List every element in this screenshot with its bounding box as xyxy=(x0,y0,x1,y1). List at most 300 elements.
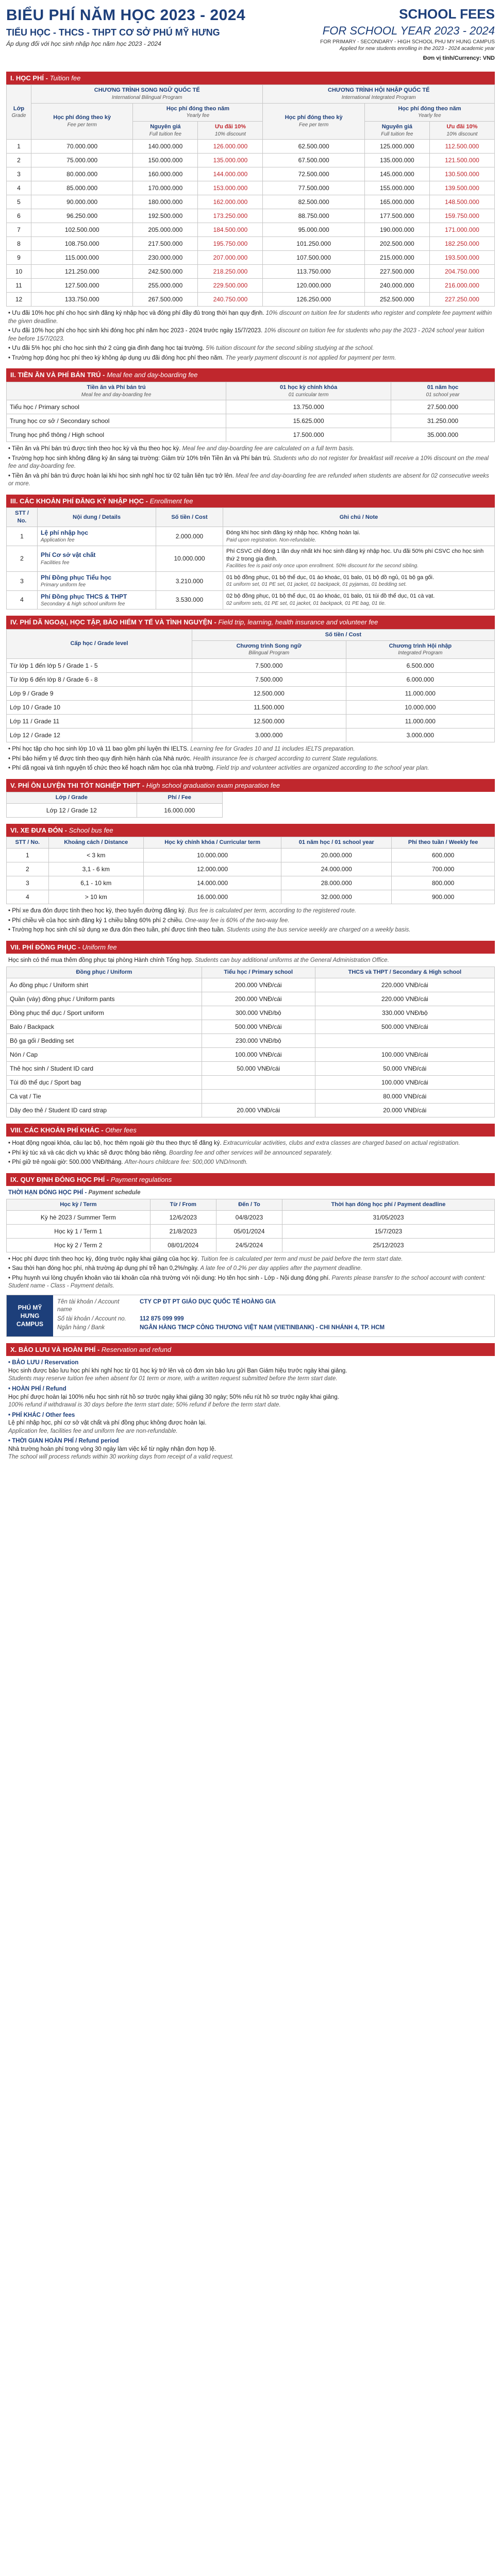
table-cell: 267.500.000 xyxy=(133,293,198,307)
payment-table: Học kỳ / Term Từ / From Đến / To Thời hạn đóng học phí / Payment deadline Kỳ hè 2023 / Summer Term 12/6/2023 04/8/2023 31/05/2023 Học kỳ 1 / Term 1 21/8/2023 05/01/2024 15/7/2023 Học kỳ 2 / Term 2 08/01/2024 24/5/2024 25/12/2023 xyxy=(6,1199,495,1252)
fee-item: Phí Cơ sở vật chất Facilities fee xyxy=(38,546,156,571)
fee-item: Phí Đồng phục Tiểu học Primary uniform fee xyxy=(38,571,156,590)
table-cell: 200.000 VNĐ/cái xyxy=(202,992,315,1006)
payment-row xyxy=(7,1210,495,1224)
note-item: • Tiền ăn và phí bán trú được hoàn lại khi học sinh nghỉ học từ 02 tuần liên tục trở lên. Meal fee and day-boarding fee are refunded when students are absent for 02 consecutive weeks or more. xyxy=(8,472,489,487)
table-cell: 12.500.000 xyxy=(192,714,346,728)
table-cell: 28.000.000 xyxy=(281,876,392,890)
table-cell: 16.000.000 xyxy=(143,890,281,904)
table-cell: 62.500.000 xyxy=(263,140,364,154)
table-cell xyxy=(202,1075,315,1089)
payment-row xyxy=(7,1224,495,1238)
table-cell: 113.750.000 xyxy=(263,265,364,279)
trip-row xyxy=(7,672,495,686)
uniform-row xyxy=(7,1089,495,1103)
table-cell: 85.000.000 xyxy=(31,181,133,195)
fee-amount: 3.530.000 xyxy=(156,590,223,609)
table-cell: 15/7/2023 xyxy=(282,1224,495,1238)
table-cell: 6.500.000 xyxy=(346,658,494,672)
table-cell: 50.000 VNĐ/cái xyxy=(202,1061,315,1075)
table-cell: 82.500.000 xyxy=(263,195,364,209)
uniform-row xyxy=(7,1103,495,1117)
discount-cell: 229.500.000 xyxy=(198,279,263,293)
table-cell: 121.250.000 xyxy=(31,265,133,279)
section-bus: VI. XE ĐƯA ĐÓN - School bus fee xyxy=(6,824,495,837)
discount-cell: 216.000.000 xyxy=(429,279,494,293)
trip-row xyxy=(7,700,495,714)
discount-cell: 207.000.000 xyxy=(198,251,263,265)
uniform-item: Cà vạt / Tie xyxy=(7,1089,202,1103)
meal-table: Tiền ăn và Phí bán trú Meal fee and day-boarding fee 01 học kỳ chính khóa 01 curricular term 01 năm học 01 school year Tiểu học / Primary school 13.750.000 27.500.000 Trung học cơ sở / Secondary school 15.625.000 31.250.000 Trung học phổ thông / High school 17.500.000 35.000.000 xyxy=(6,382,495,442)
tuition-row xyxy=(7,293,495,307)
meal-row xyxy=(7,400,495,414)
table-cell: 15.625.000 xyxy=(226,414,391,428)
tuition-row xyxy=(7,140,495,154)
uniform-item: Bộ ga gối / Bedding set xyxy=(7,1033,202,1047)
bus-row xyxy=(7,890,495,904)
table-cell: 50.000 VNĐ/cái xyxy=(315,1061,494,1075)
table-cell: 300.000 VNĐ/bộ xyxy=(202,1006,315,1020)
uniform-intro: Học sinh có thể mua thêm đồng phục tại phòng Hành chính Tổng hợp. Students can buy additional uniforms at the General Administration Office. xyxy=(8,957,389,964)
table-cell: 12/6/2023 xyxy=(150,1210,216,1224)
note-item: • Phí giữ trẻ ngoài giờ: 500.000 VNĐ/tháng. After-hours childcare fee: 500,000 VND/month. xyxy=(8,1159,248,1166)
title-en-2: FOR SCHOOL YEAR 2023 - 2024 xyxy=(322,24,495,38)
exam-table: Lớp / Grade Phí / Fee Lớp 12 / Grade 12 16.000.000 xyxy=(6,792,223,818)
campus-en: FOR PRIMARY - SECONDARY - HIGH SCHOOL PHU MY HUNG CAMPUS xyxy=(320,39,495,45)
applied-en: Applied for new students enrolling in the 2023 - 2024 academic year xyxy=(339,46,495,52)
table-cell: 80.000 VNĐ/cái xyxy=(315,1089,494,1103)
table-cell: 08/01/2024 xyxy=(150,1238,216,1252)
table-cell: 12.000.000 xyxy=(143,862,281,876)
uniform-row xyxy=(7,1020,495,1033)
table-cell: 90.000.000 xyxy=(31,195,133,209)
discount-cell: 173.250.000 xyxy=(198,209,263,223)
table-cell: 217.500.000 xyxy=(133,237,198,251)
note-item: • Phí học tập cho học sinh lớp 10 và 11 bao gồm phí luyện thi IELTS. Learning fee for Grades 10 and 11 includes IELTS preparation. xyxy=(8,745,355,752)
table-cell: 96.250.000 xyxy=(31,209,133,223)
table-cell: 800.000 xyxy=(392,876,495,890)
exam-row xyxy=(7,803,223,817)
uniform-table: Đồng phục / Uniform Tiểu học / Primary school THCS và THPT / Secondary & High school Áo đồng phục / Uniform shirt 200.000 VNĐ/cái 220.000 VNĐ/cái Quần (váy) đồng phục / Uniform pants 200.000 VNĐ/cái 220.000 VNĐ/cái Đồng phục thể dục / Sport uniform 300.000 VNĐ/bộ 330.000 VNĐ/bộ Balo / Backpack 500.000 VNĐ/cái 500.000 VNĐ/cái Bộ ga gối / Bedding set 230.000 VNĐ/bộ Nón / Cap 100.000 VNĐ/cái 100.000 VNĐ/cái Thẻ học sinh / Student ID card 50.000 VNĐ/cái 50.000 VNĐ/cái Túi đồ thể dục / Sport bag 100.000 VNĐ/cái Cà vạt / Tie 80.000 VNĐ/cái Dây đeo thẻ / Student ID card strap 20.000 VNĐ/cái 20.000 VNĐ/cái xyxy=(6,967,495,1117)
table-cell: 3.000.000 xyxy=(346,728,494,742)
table-cell: 500.000 VNĐ/cái xyxy=(202,1020,315,1033)
tuition-row xyxy=(7,181,495,195)
level-cell: Tiểu học / Primary school xyxy=(7,400,226,414)
uniform-row xyxy=(7,1033,495,1047)
uniform-item: Đồng phục thể dục / Sport uniform xyxy=(7,1006,202,1020)
table-cell: 127.500.000 xyxy=(31,279,133,293)
enroll-row xyxy=(7,527,495,546)
table-cell: 205.000.000 xyxy=(133,223,198,237)
note-item: • Trường hợp đóng học phí theo kỳ không áp dụng ưu đãi đóng học phí theo năm. The yearly payment discount is not applied for payment per term. xyxy=(8,354,396,361)
refund-item: • BẢO LƯU / Reservation Học sinh được bảo lưu học phí khi nghỉ học từ 01 học kỳ trở lên và có đơn xin bảo lưu gửi Ban Giám hiệu trước ngày khai giảng. Students may reserve tuition fee when absent for 01 term or more, with a written request submitted before the term start date. xyxy=(8,1360,347,1382)
uniform-row xyxy=(7,992,495,1006)
note-item: • Trường hợp học sinh không đăng ký ăn sáng tại trường: Giảm trừ 10% trên Tiền ăn và Phí bán trú. Students who do not register for breakfast will receive a 10% discount on the meal fee and day-boarding fee. xyxy=(8,455,489,470)
note-item: • Phí ký túc xá và các dịch vụ khác sẽ được thông báo riêng. Boarding fee and other services will be announced separately. xyxy=(8,1149,332,1156)
table-cell: 11.000.000 xyxy=(346,686,494,700)
section-payment: IX. QUY ĐỊNH ĐÓNG HỌC PHÍ - Payment regulations xyxy=(6,1173,495,1187)
note-item: • Trường hợp học sinh chỉ sử dụng xe đưa đón theo tuần, phí được tính theo tuần. Students using the bus service weekly are charged on a weekly basis. xyxy=(8,927,411,934)
table-cell: 2 xyxy=(7,546,38,571)
table-cell: 80.000.000 xyxy=(31,167,133,181)
discount-cell: 139.500.000 xyxy=(429,181,494,195)
table-cell: 100.000 VNĐ/cái xyxy=(315,1075,494,1089)
discount-cell: 171.000.000 xyxy=(429,223,494,237)
currency-unit: Đơn vị tính/Currency: VND xyxy=(423,55,495,61)
table-cell: 133.750.000 xyxy=(31,293,133,307)
bank-row: Tên tài khoản / Account name CTY CP ĐT PT GIÁO DỤC QUỐC TẾ HOÀNG GIA xyxy=(57,1298,276,1313)
uniform-item: Áo đồng phục / Uniform shirt xyxy=(7,978,202,992)
enroll-row xyxy=(7,571,495,590)
grade-cell: 4 xyxy=(7,181,31,195)
table-cell: 21/8/2023 xyxy=(150,1224,216,1238)
table-cell: 100.000 VNĐ/cái xyxy=(202,1047,315,1061)
fee-note: Phí CSVC chỉ đóng 1 lần duy nhất khi học sinh đăng ký nhập học. Ưu đãi 50% phí CSVC cho học sinh thứ 2 trong gia đình. Facilities fee is paid only once upon enrollment. 50% discount for the second sibling. xyxy=(223,546,495,571)
table-cell: 70.000.000 xyxy=(31,140,133,154)
discount-cell: 121.500.000 xyxy=(429,154,494,167)
discount-cell: 144.000.000 xyxy=(198,167,263,181)
table-cell: 16.000.000 xyxy=(137,803,222,817)
enroll-row xyxy=(7,590,495,609)
table-cell: 120.000.000 xyxy=(263,279,364,293)
table-cell: 72.500.000 xyxy=(263,167,364,181)
note-item: • Ưu đãi 10% học phí cho học sinh khi đóng học phí năm học 2023 - 2024 trước ngày 15/7/2023. 10% discount on tuition fee for students who pay the 2023 - 2024 school year tuition fee before 15/7/2023. xyxy=(8,328,485,342)
payment-row xyxy=(7,1238,495,1252)
discount-cell: 195.750.000 xyxy=(198,237,263,251)
discount-cell: 227.250.000 xyxy=(429,293,494,307)
note-item: • Phí chiều về của học sinh đăng ký 1 chiều bằng 60% phí 2 chiều. One-way fee is 60% of the two-way fee. xyxy=(8,917,290,924)
table-cell: 1 xyxy=(7,849,49,862)
uniform-row xyxy=(7,1061,495,1075)
table-cell: 500.000 VNĐ/cái xyxy=(315,1020,494,1033)
refund-item: • PHÍ KHÁC / Other fees Lệ phí nhập học, phí cơ sở vật chất và phí đồng phục không được hoàn lại. Application fee, facilities fee and uniform fee are non-refundable. xyxy=(8,1412,207,1434)
tuition-row xyxy=(7,209,495,223)
note-item: • Phí dã ngoại và tình nguyện tổ chức theo kế hoạch năm học của nhà trường. Field trip and volunteer activities are organized according to the school year plan. xyxy=(8,765,429,772)
subtitle-vi: TIỂU HỌC - THCS - THPT CƠ SỞ PHÚ MỸ HƯNG xyxy=(6,27,220,38)
grade-cell: Lớp 11 / Grade 11 xyxy=(7,714,192,728)
table-cell: 10.000.000 xyxy=(143,849,281,862)
grade-cell: Lớp 12 / Grade 12 xyxy=(7,728,192,742)
table-cell xyxy=(202,1089,315,1103)
grade-cell: Từ lớp 6 đến lớp 8 / Grade 6 - 8 xyxy=(7,672,192,686)
table-cell: 4 xyxy=(7,590,38,609)
fee-note: 01 bộ đồng phục, 01 bộ thể dục, 01 áo khoác, 01 balo, 01 bộ đồ ngủ, 01 bộ ga gối. 01 uniform set, 01 PE set, 01 jacket, 01 backpack, 01 pyjamas, 01 bedding set. xyxy=(223,571,495,590)
trip-table: Cấp học / Grade level Số tiền / Cost Chương trình Song ngữ Bilingual Program Chương trình Hội nhập Integrated Program Từ lớp 1 đến lớp 5 / Grade 1 - 5 7.500.000 6.500.000 Từ lớp 6 đến lớp 8 / Grade 6 - 8 7.500.000 6.000.000 Lớp 9 / Grade 9 12.500.000 11.000.000 Lớp 10 / Grade 10 11.500.000 10.000.000 Lớp 11 / Grade 11 12.500.000 11.000.000 Lớp 12 / Grade 12 3.000.000 3.000.000 xyxy=(6,629,495,742)
table-cell: 108.750.000 xyxy=(31,237,133,251)
table-cell: 3,1 - 6 km xyxy=(48,862,143,876)
grade-cell: Lớp 9 / Grade 9 xyxy=(7,686,192,700)
discount-cell: 193.500.000 xyxy=(429,251,494,265)
table-cell: 17.500.000 xyxy=(226,428,391,442)
discount-cell: 162.000.000 xyxy=(198,195,263,209)
table-cell: 31/05/2023 xyxy=(282,1210,495,1224)
table-cell: 3 xyxy=(7,876,49,890)
section-other: VIII. CÁC KHOẢN PHÍ KHÁC - Other fees xyxy=(6,1124,495,1137)
grade-cell: 6 xyxy=(7,209,31,223)
table-cell: 220.000 VNĐ/cái xyxy=(315,992,494,1006)
grade-cell: 12 xyxy=(7,293,31,307)
col-level: Lớp Grade xyxy=(7,85,31,140)
discount-cell: 204.750.000 xyxy=(429,265,494,279)
note-item: • Hoạt động ngoại khóa, câu lạc bộ, học thêm ngoài giờ thu theo thực tế đăng ký. Extracurricular activities, clubs and extra classes are charged based on actual registration. xyxy=(8,1140,460,1147)
fee-note: Đóng khi học sinh đăng ký nhập học. Không hoàn lại. Paid upon registration. Non-refundable. xyxy=(223,527,495,546)
bus-row xyxy=(7,862,495,876)
table-cell: 12.500.000 xyxy=(192,686,346,700)
fee-amount: 3.210.000 xyxy=(156,571,223,590)
table-cell: 140.000.000 xyxy=(133,140,198,154)
table-cell: 20.000 VNĐ/cái xyxy=(315,1103,494,1117)
table-cell: 3.000.000 xyxy=(192,728,346,742)
table-cell: 67.500.000 xyxy=(263,154,364,167)
trip-notes xyxy=(6,742,495,773)
table-cell: 88.750.000 xyxy=(263,209,364,223)
note-item: • Phí bảo hiểm y tế được tính theo quy định hiện hành của Nhà nước. Health insurance fee is charged according to current State regulations. xyxy=(8,755,378,762)
grade-cell: Lớp 10 / Grade 10 xyxy=(7,700,192,714)
table-cell: 192.500.000 xyxy=(133,209,198,223)
grade-cell: 3 xyxy=(7,167,31,181)
table-cell: 75.000.000 xyxy=(31,154,133,167)
table-cell: 255.000.000 xyxy=(133,279,198,293)
table-cell: 95.000.000 xyxy=(263,223,364,237)
col-integrated: CHƯƠNG TRÌNH HỘI NHẬP QUỐC TẾ International Integrated Program xyxy=(263,85,495,103)
table-cell: 330.000 VNĐ/bộ xyxy=(315,1006,494,1020)
table-cell: 230.000.000 xyxy=(133,251,198,265)
section-trip: IV. PHÍ DÃ NGOẠI, HỌC TẬP, BẢO HIỂM Y TẾ VÀ TÌNH NGUYỆN - Field trip, learning, health insurance and volunteer fee xyxy=(6,616,495,629)
grade-cell: 5 xyxy=(7,195,31,209)
table-cell: 11.500.000 xyxy=(192,700,346,714)
trip-row xyxy=(7,658,495,672)
refund-item: • HOÀN PHÍ / Refund Học phí được hoàn lại 100% nếu học sinh rút hồ sơ trước ngày khai giảng 30 ngày; 50% nếu rút hồ sơ trước ngày khai giảng. 100% refund if withdrawal is 30 days before the term start date; 50% refund if before the term start date. xyxy=(8,1385,339,1409)
table-cell: 600.000 xyxy=(392,849,495,862)
trip-row xyxy=(7,714,495,728)
bank-info xyxy=(6,1295,495,1337)
table-cell: 190.000.000 xyxy=(364,223,429,237)
table-cell: 252.500.000 xyxy=(364,293,429,307)
bus-row xyxy=(7,849,495,862)
uniform-item: Túi đồ thể dục / Sport bag xyxy=(7,1075,202,1089)
meal-row xyxy=(7,414,495,428)
note-item: • Phụ huynh vui lòng chuyển khoản vào tài khoản của nhà trường với nội dung: Họ tên học sinh - Lớp - Nội dung đóng phí. Parents please transfer to the school account with content: Student name - Class - Payment details. xyxy=(8,1275,486,1290)
table-cell: 107.500.000 xyxy=(263,251,364,265)
discount-cell: 148.500.000 xyxy=(429,195,494,209)
fee-note: 02 bộ đồng phục, 01 bộ thể dục, 01 áo khoác, 01 balo, 01 túi đồ thể dục, 01 cà vạt. 02 uniform sets, 01 PE set, 01 jacket, 01 backpack, 01 PE bag, 01 tie. xyxy=(223,590,495,609)
trip-row xyxy=(7,686,495,700)
table-cell: 160.000.000 xyxy=(133,167,198,181)
table-cell: 04/8/2023 xyxy=(216,1210,282,1224)
discount-cell: 153.000.000 xyxy=(198,181,263,195)
table-cell: Lớp 12 / Grade 12 xyxy=(7,803,137,817)
table-cell: 24/5/2024 xyxy=(216,1238,282,1252)
uniform-row xyxy=(7,1006,495,1020)
table-cell: 101.250.000 xyxy=(263,237,364,251)
discount-cell: 184.500.000 xyxy=(198,223,263,237)
meal-notes xyxy=(6,442,495,488)
discount-cell: 218.250.000 xyxy=(198,265,263,279)
note-item: • Ưu đãi 5% học phí cho học sinh thứ 2 cùng gia đình đang học tại trường. 5% tuition discount for the second sibling studying at the school. xyxy=(8,345,374,352)
table-cell: Học kỳ 1 / Term 1 xyxy=(7,1224,151,1238)
intro-vi: Áp dụng đối với học sinh nhập học năm học 2023 - 2024 xyxy=(6,40,161,47)
grade-cell: 1 xyxy=(7,140,31,154)
table-cell: 240.000.000 xyxy=(364,279,429,293)
tuition-row xyxy=(7,195,495,209)
bank-row: Ngân hàng / Bank NGÂN HÀNG TMCP CÔNG THƯƠNG VIỆT NAM (VIETINBANK) - CHI NHÁNH 4, TP. HCM xyxy=(57,1325,385,1331)
grade-cell: 8 xyxy=(7,237,31,251)
table-cell: 6.000.000 xyxy=(346,672,494,686)
enroll-table: STT / No. Nội dung / Details Số tiền / Cost Ghi chú / Note 1 Lệ phí nhập học Application fee 2.000.000 Đóng khi học sinh đăng ký nhập học. Không hoàn lại. Paid upon registration. Non-refundable. 2 Phí Cơ sở vật chất Facilities fee 10.000.000 Phí CSVC chỉ đóng 1 lần duy nhất khi học sinh đăng ký nhập học. Ưu đãi 50% phí CSVC cho học sinh thứ 2 trong gia đình. Facilities fee is paid only once upon enrollment. 50% discount for the second sibling. 3 Phí Đồng phục Tiểu học Primary uniform fee 3.210.000 01 bộ đồng phục, 01 bộ thể dục, 01 áo khoác, 01 balo, 01 bộ đồ ngủ, 01 bộ ga gối. 01 uniform set, 01 PE set, 01 jacket, 01 backpack, 01 pyjamas, 01 bedding set. 4 Phí Đồng phục THCS & THPT Secondary & high school uniform fee 3.530.000 02 bộ đồng phục, 01 bộ thể dục, 01 áo khoác, 01 balo, 01 túi đồ thể dục, 01 cà vạt. 02 uniform sets, 01 PE set, 01 jacket, 01 backpack, 01 PE bag, 01 tie. xyxy=(6,507,495,609)
table-cell: 135.000.000 xyxy=(364,154,429,167)
table-cell: 115.000.000 xyxy=(31,251,133,265)
bank-label: PHÚ MỸ HƯNG CAMPUS xyxy=(7,1295,53,1336)
document-header xyxy=(6,5,495,65)
table-cell: 100.000 VNĐ/cái xyxy=(315,1047,494,1061)
table-cell: 180.000.000 xyxy=(133,195,198,209)
table-cell: 202.500.000 xyxy=(364,237,429,251)
table-cell: 11.000.000 xyxy=(346,714,494,728)
section-uniform: VII. PHÍ ĐỒNG PHỤC - Uniform fee xyxy=(6,941,495,954)
table-cell: 32.000.000 xyxy=(281,890,392,904)
grade-cell: 11 xyxy=(7,279,31,293)
table-cell: 7.500.000 xyxy=(192,658,346,672)
table-cell: 10.000.000 xyxy=(346,700,494,714)
table-cell: 125.000.000 xyxy=(364,140,429,154)
table-cell: 126.250.000 xyxy=(263,293,364,307)
table-cell: < 3 km xyxy=(48,849,143,862)
note-item: • Tiền ăn và Phí bán trú được tính theo học kỳ và thu theo học kỳ. Meal fee and day-boarding fee are calculated on a full term basis. xyxy=(8,446,355,452)
title-vi: BIỂU PHÍ NĂM HỌC 2023 - 2024 xyxy=(6,7,246,24)
table-cell: 155.000.000 xyxy=(364,181,429,195)
table-cell: 700.000 xyxy=(392,862,495,876)
table-cell: 102.500.000 xyxy=(31,223,133,237)
table-cell: 4 xyxy=(7,890,49,904)
meal-row xyxy=(7,428,495,442)
tuition-table: Lớp Grade CHƯƠNG TRÌNH SONG NGỮ QUỐC TẾ International Bilingual Program CHƯƠNG TRÌNH HỘI NHẬP QUỐC TẾ International Integrated Program Học phí đóng theo kỳ Fee per term Học phí đóng theo năm Yearly fee Học phí đóng theo kỳ Fee per term Học phí đóng theo năm Yearly fee Nguyên giá Full tuition fee Ưu đãi 10% 10% discount Nguyên giá Full tuition fee Ưu đãi 10% 10% discount 1 70.000.000 140.000.000 126.000.000 62.500.000 125.000.000 112.500.000 2 75.000.000 150.000.000 135.000.000 67.500.000 135.000.000 121.500.000 3 80.000.000 160.000.000 144.000.000 72.500.000 145.000.000 130.500.000 4 85.000.000 170.000.000 153.000.000 77.500.000 155.000.000 139.500.000 5 90.000.000 180.000.000 162.000.000 82.500.000 165.000.000 148.500.000 6 96.250.000 192.500.000 173.250.000 88.750.000 177.500.000 159.750.000 7 102.500.000 205.000.000 184.500.000 95.000.000 190.000.000 171.000.000 8 108.750.000 217.500.000 195.750.000 101.250.000 202.500.000 182.250.000 9 115.000.000 230.000.000 207.000.000 107.500.000 215.000.000 193.500.000 10 121.250.000 242.500.000 218.250.000 113.750.000 227.500.000 204.750.000 11 127.500.000 255.000.000 229.500.000 120.000.000 240.000.000 216.000.000 12 133.750.000 267.500.000 240.750.000 126.250.000 252.500.000 227.250.000 xyxy=(6,84,495,307)
table-cell: 900.000 xyxy=(392,890,495,904)
section-enrollment: III. CÁC KHOẢN PHÍ ĐĂNG KÝ NHẬP HỌC - Enrollment fee xyxy=(6,495,495,508)
fee-item: Phí Đồng phục THCS & THPT Secondary & high school uniform fee xyxy=(38,590,156,609)
discount-cell: 182.250.000 xyxy=(429,237,494,251)
table-cell xyxy=(315,1033,494,1047)
table-cell: 20.000 VNĐ/cái xyxy=(202,1103,315,1117)
uniform-item: Dây đeo thẻ / Student ID card strap xyxy=(7,1103,202,1117)
table-cell: 150.000.000 xyxy=(133,154,198,167)
level-cell: Trung học phổ thông / High school xyxy=(7,428,226,442)
refund-item: • THỜI GIAN HOÀN PHÍ / Refund period Nhà trường hoàn phí trong vòng 30 ngày làm việc kể từ ngày nhận đơn hợp lệ. The school will process refunds within 30 working days from receipt of a valid request. xyxy=(8,1438,234,1461)
tuition-row xyxy=(7,279,495,293)
table-cell: 145.000.000 xyxy=(364,167,429,181)
bus-table: STT / No. Khoảng cách / Distance Học kỳ chính khóa / Curricular term 01 năm học / 01 school year Phí theo tuần / Weekly fee 1 < 3 km 10.000.000 20.000.000 600.000 2 3,1 - 6 km 12.000.000 24.000.000 700.000 3 6,1 - 10 km 14.000.000 28.000.000 800.000 4 > 10 km 16.000.000 32.000.000 900.000 xyxy=(6,837,495,904)
table-cell: 77.500.000 xyxy=(263,181,364,195)
bus-row xyxy=(7,876,495,890)
table-cell: 200.000 VNĐ/cái xyxy=(202,978,315,992)
table-cell: 1 xyxy=(7,527,38,546)
note-item: • Học phí được tính theo học kỳ, đóng trước ngày khai giảng của học kỳ. Tuition fee is calculated per term and must be paid before the term start date. xyxy=(8,1256,403,1262)
tuition-row xyxy=(7,265,495,279)
fee-amount: 10.000.000 xyxy=(156,546,223,571)
table-cell: 25/12/2023 xyxy=(282,1238,495,1252)
table-cell: > 10 km xyxy=(48,890,143,904)
other-notes xyxy=(6,1137,495,1167)
payment-notes xyxy=(6,1252,495,1291)
section-exam: V. PHÍ ÔN LUYỆN THI TỐT NGHIỆP THPT - High school graduation exam preparation fee xyxy=(6,779,495,792)
refund-notes xyxy=(6,1356,495,1466)
trip-row xyxy=(7,728,495,742)
discount-cell: 130.500.000 xyxy=(429,167,494,181)
fee-amount: 2.000.000 xyxy=(156,527,223,546)
tuition-row xyxy=(7,167,495,181)
table-cell: 230.000 VNĐ/bộ xyxy=(202,1033,315,1047)
tuition-row xyxy=(7,237,495,251)
grade-cell: 7 xyxy=(7,223,31,237)
section-meal: II. TIỀN ĂN VÀ PHÍ BÁN TRÚ - Meal fee and day-boarding fee xyxy=(6,368,495,382)
table-cell: 3 xyxy=(7,571,38,590)
uniform-item: Quần (váy) đồng phục / Uniform pants xyxy=(7,992,202,1006)
discount-cell: 159.750.000 xyxy=(429,209,494,223)
uniform-row xyxy=(7,978,495,992)
note-item: • Ưu đãi 10% học phí cho học sinh đăng ký nhập học và đóng phí đầy đủ trong thời hạn quy định. 10% discount on tuition fee for students who register and complete fee payment within the given deadline. xyxy=(8,310,492,325)
uniform-item: Balo / Backpack xyxy=(7,1020,202,1033)
note-item: • Sau thời hạn đóng học phí, nhà trường áp dụng phí trễ hạn 0,2%/ngày. A late fee of 0.2% per day applies after the payment deadline. xyxy=(8,1265,362,1272)
uniform-item: Thẻ học sinh / Student ID card xyxy=(7,1061,202,1075)
table-cell: 177.500.000 xyxy=(364,209,429,223)
tuition-row xyxy=(7,223,495,237)
bus-notes xyxy=(6,904,495,935)
discount-cell: 135.000.000 xyxy=(198,154,263,167)
fee-item: Lệ phí nhập học Application fee xyxy=(38,527,156,546)
table-cell: 31.250.000 xyxy=(391,414,495,428)
col-bilingual: CHƯƠNG TRÌNH SONG NGỮ QUỐC TẾ International Bilingual Program xyxy=(31,85,263,103)
uniform-row xyxy=(7,1047,495,1061)
table-cell: 215.000.000 xyxy=(364,251,429,265)
discount-cell: 240.750.000 xyxy=(198,293,263,307)
table-cell: Kỳ hè 2023 / Summer Term xyxy=(7,1210,151,1224)
table-cell: Học kỳ 2 / Term 2 xyxy=(7,1238,151,1252)
table-cell: 6,1 - 10 km xyxy=(48,876,143,890)
discount-cell: 126.000.000 xyxy=(198,140,263,154)
level-cell: Trung học cơ sở / Secondary school xyxy=(7,414,226,428)
grade-cell: Từ lớp 1 đến lớp 5 / Grade 1 - 5 xyxy=(7,658,192,672)
table-cell: 170.000.000 xyxy=(133,181,198,195)
table-cell: 05/01/2024 xyxy=(216,1224,282,1238)
tuition-row xyxy=(7,154,495,167)
section-tuition: I. HỌC PHÍ - Tuition fee xyxy=(6,72,495,85)
grade-cell: 2 xyxy=(7,154,31,167)
table-cell: 220.000 VNĐ/cái xyxy=(315,978,494,992)
table-cell: 2 xyxy=(7,862,49,876)
table-cell: 242.500.000 xyxy=(133,265,198,279)
table-cell: 165.000.000 xyxy=(364,195,429,209)
table-cell: 7.500.000 xyxy=(192,672,346,686)
table-cell: 13.750.000 xyxy=(226,400,391,414)
table-cell: 20.000.000 xyxy=(281,849,392,862)
discount-cell: 112.500.000 xyxy=(429,140,494,154)
section-refund: X. BẢO LƯU VÀ HOÀN PHÍ - Reservation and refund xyxy=(6,1343,495,1357)
tuition-notes xyxy=(6,307,495,362)
fee-document: BIỂU PHÍ NĂM HỌC 2023 - 2024 TIỂU HỌC - THCS - THPT CƠ SỞ PHÚ MỸ HƯNG Áp dụng đối với học sinh nhập học năm học 2023 - 2024 SCHOOL FEES FOR SCHOOL YEAR 2023 - 2024 FOR PRIMARY - SECONDARY - HIGH SCHOOL PHU MY HUNG CAMPUS Applied for new students enrolling in the 2023 - 2024 academic year Đơn vị tính/Currency: VND I. HỌC PHÍ - Tuition fee Lớp Grade CHƯƠNG TRÌNH SONG NGỮ QUỐC TẾ International Bilingual Program CHƯƠNG TRÌNH HỘI NHẬP QUỐC TẾ International Integrated Program Học phí đóng theo kỳ Fee per term Học phí đóng theo năm Yearly fee Học phí đóng theo kỳ Fee per term Học phí đóng theo năm Yearly fee Nguyên giá Full tuition fee Ưu đãi 10% 10% discount Nguyên giá Full tuition fee Ưu đãi 10% 10% discount 1 70.000.000 140.000.000 126.000.000 62.500.000 125.000.000 112.500.000 2 75.000.000 150.000.000 135.000.000 67.500.000 135.000.000 121.500.000 3 80.000.000 160.000.000 144.000.000 72.500.000 145.000.000 130.500.000 4 85.000.000 170.000.000 153.000.000 77.500.000 155.000.000 139.500.000 5 90.000.000 180.000.000 162.000.000 82.500.000 165.000.000 148.500.000 6 96.250.000 192.500.000 173.250.000 88.750.000 177.500.000 159.750.000 7 102.500.000 205.000.000 184.500.000 95.000.000 190.000.000 171.000.000 8 108.750.000 217.500.000 195.750.000 101.250.000 202.500.000 182.250.000 9 115.000.000 230.000.000 207.000.000 107.500.000 215.000.000 193.500.000 10 121.250.000 242.500.000 218.250.000 113.750.000 227.500.000 204.750.000 11 127.500.000 255.000.000 229.500.000 120.000.000 240.000.000 216.000.000 12 133.750.000 267.500.000 240.750.000 126.250.000 252.500.000 227.250.000 • Ưu đãi 10% học phí cho học sinh đăng ký nhập học và đóng phí đầy đủ trong thời hạn quy định. 10% discount on tuition fee for students who register and complete fee payment within the given deadline. • Ưu đãi 10% học phí cho học sinh khi đóng học phí năm học 2023 - 2024 trước ngày 15/7/2023. 10% discount on tuition fee for students who pay the 2023 - 2024 school year tuition fee before 15/7/2023. • Ưu đãi 5% học phí cho học sinh thứ 2 cùng gia đình đang học tại trường. 5% tuition discount for the second sibling studying at the school. • Trường hợp đóng học phí theo kỳ không áp dụng ưu đãi đóng học phí theo năm. The yearly payment discount is not applied for payment per term. II. TIỀN ĂN VÀ PHÍ BÁN TRÚ - Meal fee and day-boarding fee Tiền ăn và Phí bán trú Meal fee and day-boarding fee 01 học kỳ chính khóa 01 curricular term 01 năm học 01 school year Tiểu học / Primary school 13.750.000 27.500.000 Trung học cơ sở / Secondary school 15.625.000 31.250.000 Trung học phổ thông / High school 17.500.000 35.000.000 • Tiền ăn và Phí bán trú được tính theo học kỳ và thu theo học kỳ. Meal fee and day-boarding fee are calculated on a full term basis. • Trường hợp học sinh không đăng ký ăn sáng tại trường: Giảm trừ 10% trên Tiền ăn và Phí bán trú. Students who do not register for breakfast will receive a 10% discount on the meal fee and day-boarding fee. • Tiền ăn và phí bán trú được hoàn lại khi học sinh nghỉ học từ 02 tuần liên tục trở lên. Meal fee and day-boarding fee are refunded when students are absent for 02 consecutive weeks or more. III. CÁC KHOẢN PHÍ ĐĂNG KÝ NHẬP HỌC - Enrollment fee STT / No. Nội dung / Details Số tiền / Cost Ghi chú / Note 1 Lệ phí nhập học Application fee 2.000.000 Đóng khi học sinh đăng ký nhập học. Không hoàn lại. Paid upon registration. Non-refundable. 2 Phí Cơ sở vật chất Facilities fee 10.000.000 Phí CSVC chỉ đóng 1 lần duy nhất khi học sinh đăng ký nhập học. Ưu đãi 50% phí CSVC cho học sinh thứ 2 trong gia đình. Facilities fee is paid only once upon enrollment. 50% discount for the second sibling. 3 Phí Đồng phục Tiểu học Primary uniform fee 3.210.000 01 bộ đồng phục, 01 bộ thể dục, 01 áo khoác, 01 balo, 01 bộ đồ ngủ, 01 bộ ga gối. 01 uniform set, 01 PE set, 01 jacket, 01 backpack, 01 pyjamas, 01 bedding set. 4 Phí Đồng phục THCS & THPT Secondary & high school uniform fee 3.530.000 02 bộ đồng phục, 01 bộ thể dục, 01 áo khoác, 01 balo, 01 túi đồ thể dục, 01 cà vạt. 02 uniform sets, 01 PE set, 01 jacket, 01 backpack, 01 PE bag, 01 tie. IV. PHÍ DÃ NGOẠI, HỌC TẬP, BẢO HIỂM Y TẾ VÀ TÌNH NGUYỆN - Field trip, learning, health insurance and volunteer fee Cấp học / Grade level Số tiền / Cost Chương trình Song ngữ Bilingual Program Chương trình Hội nhập Integrated Program Từ lớp 1 đến lớp 5 / Grade 1 - 5 7.500.000 6.500.000 Từ lớp 6 đến lớp 8 / Grade 6 - 8 7.500.000 6.000.000 Lớp 9 / Grade 9 12.500.000 11.000.000 Lớp 10 / Grade 10 11.500.000 10.000.000 Lớp 11 / Grade 11 12.500.000 11.000.000 Lớp 12 / Grade 12 3.000.000 3.000.000 • Phí học tập cho học sinh lớp 10 và 11 bao gồm phí luyện thi IELTS. Learning fee for Grades 10 and 11 includes IELTS preparation. • Phí bảo hiểm y tế được tính theo quy định hiện hành của Nhà nước. Health insurance fee is charged according to current State regulations. • Phí dã ngoại và tình nguyện tổ chức theo kế hoạch năm học của nhà trường. Field trip and volunteer activities are organized according to the school year plan. V. PHÍ ÔN LUYỆN THI TỐT NGHIỆP THPT - High school graduation exam preparation fee Lớp / Grade Phí / Fee Lớp 12 / Grade 12 16.000.000 VI. XE ĐƯA ĐÓN - School bus fee STT / No. Khoảng cách / Distance Học kỳ chính khóa / Curricular term 01 năm học / 01 school year Phí theo tuần / Weekly fee 1 < 3 km 10.000.000 20.000.000 600.000 2 3,1 - 6 km 12.000.000 24.000.000 700.000 3 6,1 - 10 km 14.000.000 28.000.000 800.000 4 > 10 km 16.000.000 32.000.000 900.000 • Phí xe đưa đón được tính theo học kỳ, theo tuyến đường đăng ký. Bus fee is calculated per term, according to the registered route. • Phí chiều về của học sinh đăng ký 1 chiều bằng 60% phí 2 chiều. One-way fee is 60% of the two-way fee. • Trường hợp học sinh chỉ sử dụng xe đưa đón theo tuần, phí được tính theo tuần. Students using the bus service weekly are charged on a weekly basis. VII. PHÍ ĐỒNG PHỤC - Uniform fee Học sinh có thể mua thêm đồng phục tại phòng Hành chính Tổng hợp. Students can buy additional uniforms at the General Administration Office. Đồng phục / Uniform Tiểu học / Primary school THCS và THPT / Secondary & High school Áo đồng phục / Uniform shirt 200.000 VNĐ/cái 220.000 VNĐ/cái Quần (váy) đồng phục / Uniform pants 200.000 VNĐ/cái 220.000 VNĐ/cái Đồng phục thể dục / Sport uniform 300.000 VNĐ/bộ 330.000 VNĐ/bộ Balo / Backpack 500.000 VNĐ/cái 500.000 VNĐ/cái Bộ ga gối / Bedding set 230.000 VNĐ/bộ Nón / Cap 100.000 VNĐ/cái 100.000 VNĐ/cái Thẻ học sinh / Student ID card 50.000 VNĐ/cái 50.000 VNĐ/cái Túi đồ thể dục / Sport bag 100.000 VNĐ/cái Cà vạt / Tie 80.000 VNĐ/cái Dây đeo thẻ / Student ID card strap 20.000 VNĐ/cái 20.000 VNĐ/cái VIII. CÁC KHOẢN PHÍ KHÁC - Other fees • Hoạt động ngoại khóa, câu lạc bộ, học thêm ngoài giờ thu theo thực tế đăng ký. Extracurricular activities, clubs and extra classes are charged based on actual registration. • Phí ký túc xá và các dịch vụ khác sẽ được thông báo riêng. Boarding fee and other services will be announced separately. • Phí giữ trẻ ngoài giờ: 500.000 VNĐ/tháng. After-hours childcare fee: 500,000 VND/month. IX. QUY ĐỊNH ĐÓNG HỌC PHÍ - Payment regulations THỜI HẠN ĐÓNG HỌC PHÍ - Payment schedule Học kỳ / Term Từ / From Đến / To Thời hạn đóng học phí / Payment deadline Kỳ hè 2023 / Summer Term 12/6/2023 04/8/2023 31/05/2023 Học kỳ 1 / Term 1 21/8/2023 05/01/2024 15/7/2023 Học kỳ 2 / Term 2 08/01/2024 24/5/2024 25/12/2023 • Học phí được tính theo học kỳ, đóng trước ngày khai giảng của học kỳ. Tuition fee is calculated per term and must be paid before the term start date. • Sau thời hạn đóng học phí, nhà trường áp dụng phí trễ hạn 0,2%/ngày. A late fee of 0.2% per day applies after the payment deadline. • Phụ huynh vui lòng chuyển khoản vào tài khoản của nhà trường với nội dung: Họ tên học sinh - Lớp - Nội dung đóng phí. Parents please transfer to the school account with content: Student name - Class - Payment details. PHÚ MỸ HƯNG CAMPUS Tên tài khoản / Account name CTY CP ĐT PT GIÁO DỤC QUỐC TẾ HOÀNG GIA Số tài khoản / Account no. 112 875 099 999 Ngân hàng / Bank NGÂN HÀNG TMCP CÔNG THƯƠNG VIỆT NAM (VIETINBANK) - CHI NHÁNH 4, TP. HCM X. BẢO LƯU VÀ HOÀN PHÍ - Reservation and refund • BẢO LƯU / Reservation Học sinh được bảo lưu học phí khi nghỉ học từ 01 học kỳ trở lên và có đơn xin bảo lưu gửi Ban Giám hiệu trước ngày khai giảng. Students may reserve tuition fee when absent for 01 term or more, with a written request submitted before the term start date. • HOÀN PHÍ / Refund Học phí được hoàn lại 100% nếu học sinh rút hồ sơ trước ngày khai giảng 30 ngày; 50% nếu rút hồ sơ trước ngày khai giảng. 100% refund if withdrawal is 30 days before the term start date; 50% refund if before the term start date. • PHÍ KHÁC / Other fees Lệ phí nhập học, phí cơ sở vật chất và phí đồng phục không được hoàn lại. Application fee, facilities fee and uniform fee are non-refundable. • THỜI GIAN HOÀN PHÍ / Refund period Nhà trường hoàn phí trong vòng 30 ngày làm việc kể từ ngày nhận đơn hợp lệ. The school will process refunds within 30 working days from receipt of a valid request. xyxy=(0,0,501,1477)
tuition-row xyxy=(7,251,495,265)
uniform-item: Nón / Cap xyxy=(7,1047,202,1061)
table-cell: 27.500.000 xyxy=(391,400,495,414)
title-en-1: SCHOOL FEES xyxy=(399,6,495,22)
enroll-row xyxy=(7,546,495,571)
table-cell: 14.000.000 xyxy=(143,876,281,890)
table-cell: 227.500.000 xyxy=(364,265,429,279)
uniform-row xyxy=(7,1075,495,1089)
note-item: • Phí xe đưa đón được tính theo học kỳ, theo tuyến đường đăng ký. Bus fee is calculated per term, according to the registered route. xyxy=(8,908,357,914)
grade-cell: 9 xyxy=(7,251,31,265)
table-cell: 24.000.000 xyxy=(281,862,392,876)
bank-row: Số tài khoản / Account no. 112 875 099 999 xyxy=(57,1315,184,1322)
grade-cell: 10 xyxy=(7,265,31,279)
